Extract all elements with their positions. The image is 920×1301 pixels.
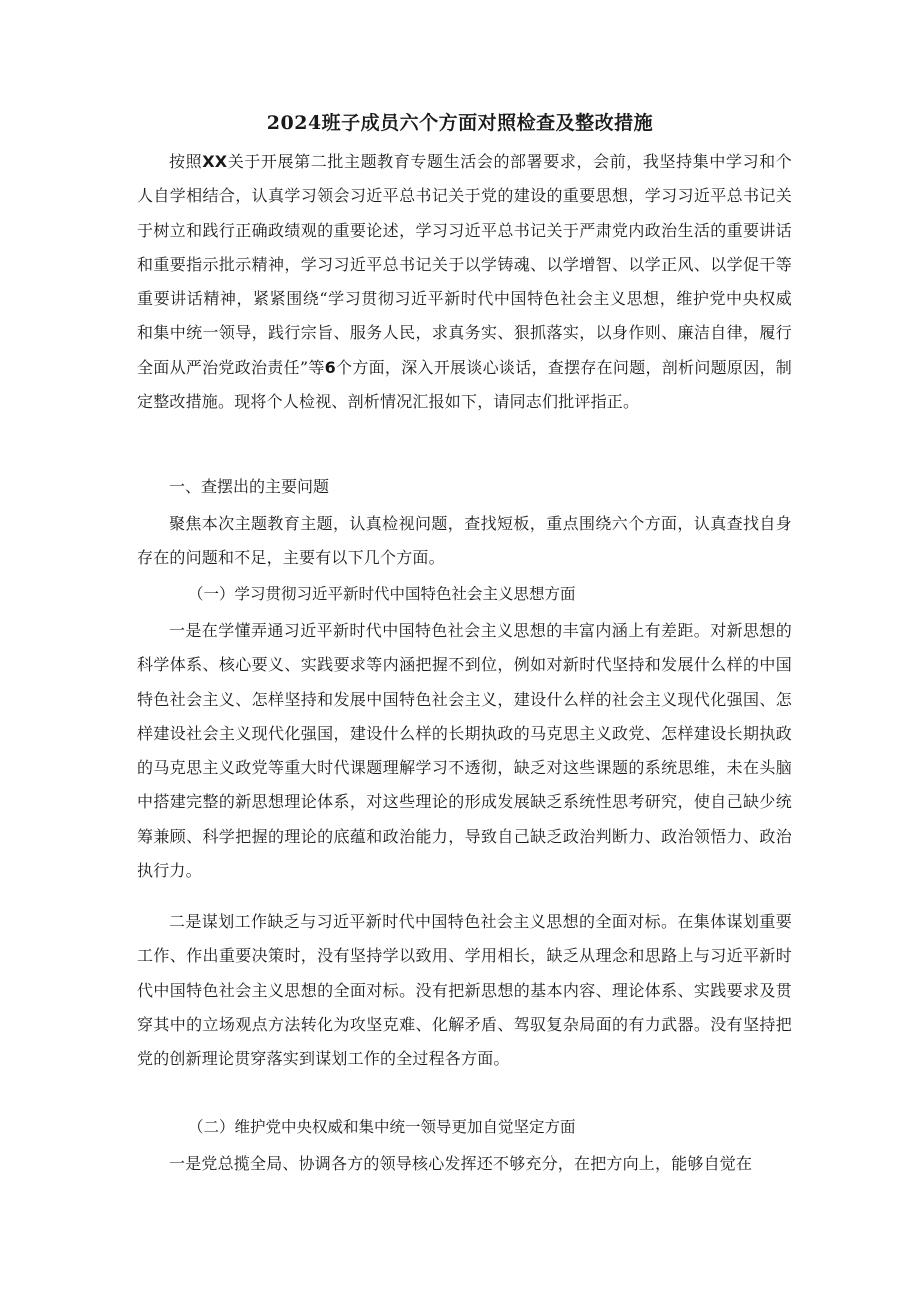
section1-heading: 一、查摆出的主要问题 [169, 477, 330, 496]
sub1-heading: （一）学习贯彻习近平新时代中国特色社会主义思想方面 [188, 585, 576, 603]
sub1-paragraph-2: 二是谋划工作缺乏与习近平新时代中国特色社会主义思想的全面对标。在集体谋划重要工作、作出重要决策时，没有坚持学以致用、学用相长，缺乏从理念和思路上与习近平新时代中国特色社会主义思想的全面对标。没有把新思想的基本内容、理论体系、实践要求及贯穿其中的立场观点方法转化为攻坚克难、化解矛盾、驾驭复杂局面的有力武器。没有坚持把党的创新理论贯穿落实到谋划工作的全过程各方面。 [137, 912, 792, 1069]
sub1-paragraph-1: 一是在学懂弄通习近平新时代中国特色社会主义思想的丰富内涵上有差距。对新思想的科学体系、核心要义、实践要求等内涵把握不到位，例如对新时代坚持和发展什么样的中国特色社会主义、怎样坚持和发展中国特色社会主义，建设什么样的社会主义现代化强国、怎样建设社会主义现代化强国，建设什么样的长期执政的马克思主义政党、怎样建设长期执政的马克思主义政党等重大时代课题理解学习不透彻，缺乏对这些课题的系统思维，未在头脑中搭建完整的新思想理论体系，对这些理论的形成发展缺乏系统性思考研究，使自己缺少统筹兼顾、科学把握的理论的底蕴和政治能力，导致自己缺乏政治判断力、政治领悟力、政治执行力。 [137, 621, 792, 881]
intro-paragraph [137, 145, 792, 419]
section1-intro: 聚焦本次主题教育主题，认真检视问题，查找短板，重点围绕六个方面，认真查找自身存在的问题和不足，主要有以下几个方面。 [137, 514, 792, 568]
intro-text-1: 按照 [169, 152, 203, 171]
sub2-heading: （二）维护党中央权威和集中统一领导更加自觉坚定方面 [188, 1118, 576, 1136]
intro-six: 6 [324, 357, 336, 377]
sub2-paragraph-1: 一是党总揽全局、协调各方的领导核心发挥还不够充分，在把方向上，能够自觉在 [169, 1154, 753, 1173]
intro-xx: XX [202, 152, 228, 171]
document-title: 2024班子成员六个方面对照检查及整改措施 [266, 112, 654, 134]
intro-text-2: 关于开展第二批主题教育专题生活会的部署要求，会前，我坚持集中学习和个人自学相结合，认真学习领会习近平总书记关于党的建设的重要思想，学习习近平总书记关于树立和践行正确政绩观的重要论述，学习习近平总书记关于严肃党内政治生活的重要讲话和重要指示批示精神，学习习近平总书记关于以学铸魂、以学增智、以学正风、以学促干等重要讲话精神，紧紧围绕“学习贯彻习近平新时代中国特色社会主义思想，维护党中央权威和集中统一领导，践行宗旨、服务人民，求真务实、狠抓落实，以身作则、廉洁自律，履行全面从严治党政治责任”等 [137, 152, 792, 377]
intro-text-3: 个方面，深入开展谈心谈话，查摆存在问题，剖析问题原因，制定整改措施。现将个人检视、剖析情况汇报如下，请同志们批评指正。 [137, 357, 792, 412]
